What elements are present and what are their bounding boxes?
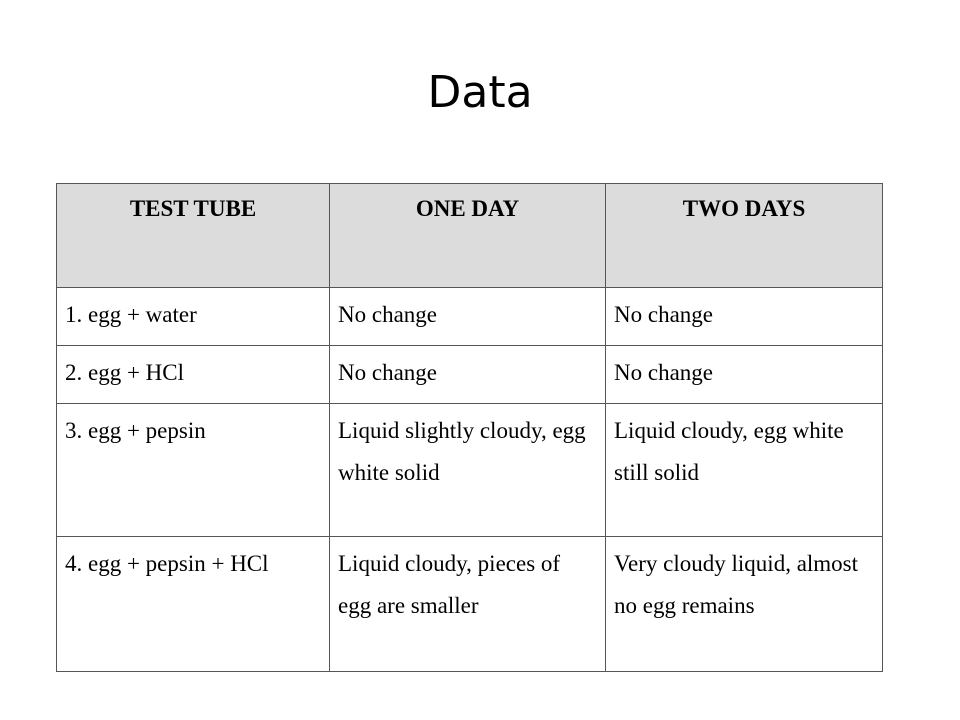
cell-two-days: Liquid cloudy, egg white still solid (606, 404, 883, 537)
cell-test-tube: 3. egg + pepsin (57, 404, 330, 537)
cell-test-tube: 1. egg + water (57, 288, 330, 346)
cell-one-day: Liquid cloudy, pieces of egg are smaller (330, 537, 606, 672)
header-two-days: TWO DAYS (606, 184, 883, 288)
table-row (57, 537, 883, 672)
header-test-tube: TEST TUBE (57, 184, 330, 288)
data-table (56, 183, 883, 672)
slide-title: Data (427, 67, 533, 118)
table-row (57, 346, 883, 404)
cell-two-days: No change (606, 288, 883, 346)
table-row (57, 288, 883, 346)
cell-two-days: No change (606, 346, 883, 404)
cell-one-day: No change (330, 346, 606, 404)
cell-test-tube: 2. egg + HCl (57, 346, 330, 404)
header-one-day: ONE DAY (330, 184, 606, 288)
cell-two-days: Very cloudy liquid, almost no egg remains (606, 537, 883, 672)
cell-one-day: Liquid slightly cloudy, egg white solid (330, 404, 606, 537)
table-row (57, 404, 883, 537)
table-header-row (57, 184, 883, 288)
cell-test-tube: 4. egg + pepsin + HCl (57, 537, 330, 672)
cell-one-day: No change (330, 288, 606, 346)
